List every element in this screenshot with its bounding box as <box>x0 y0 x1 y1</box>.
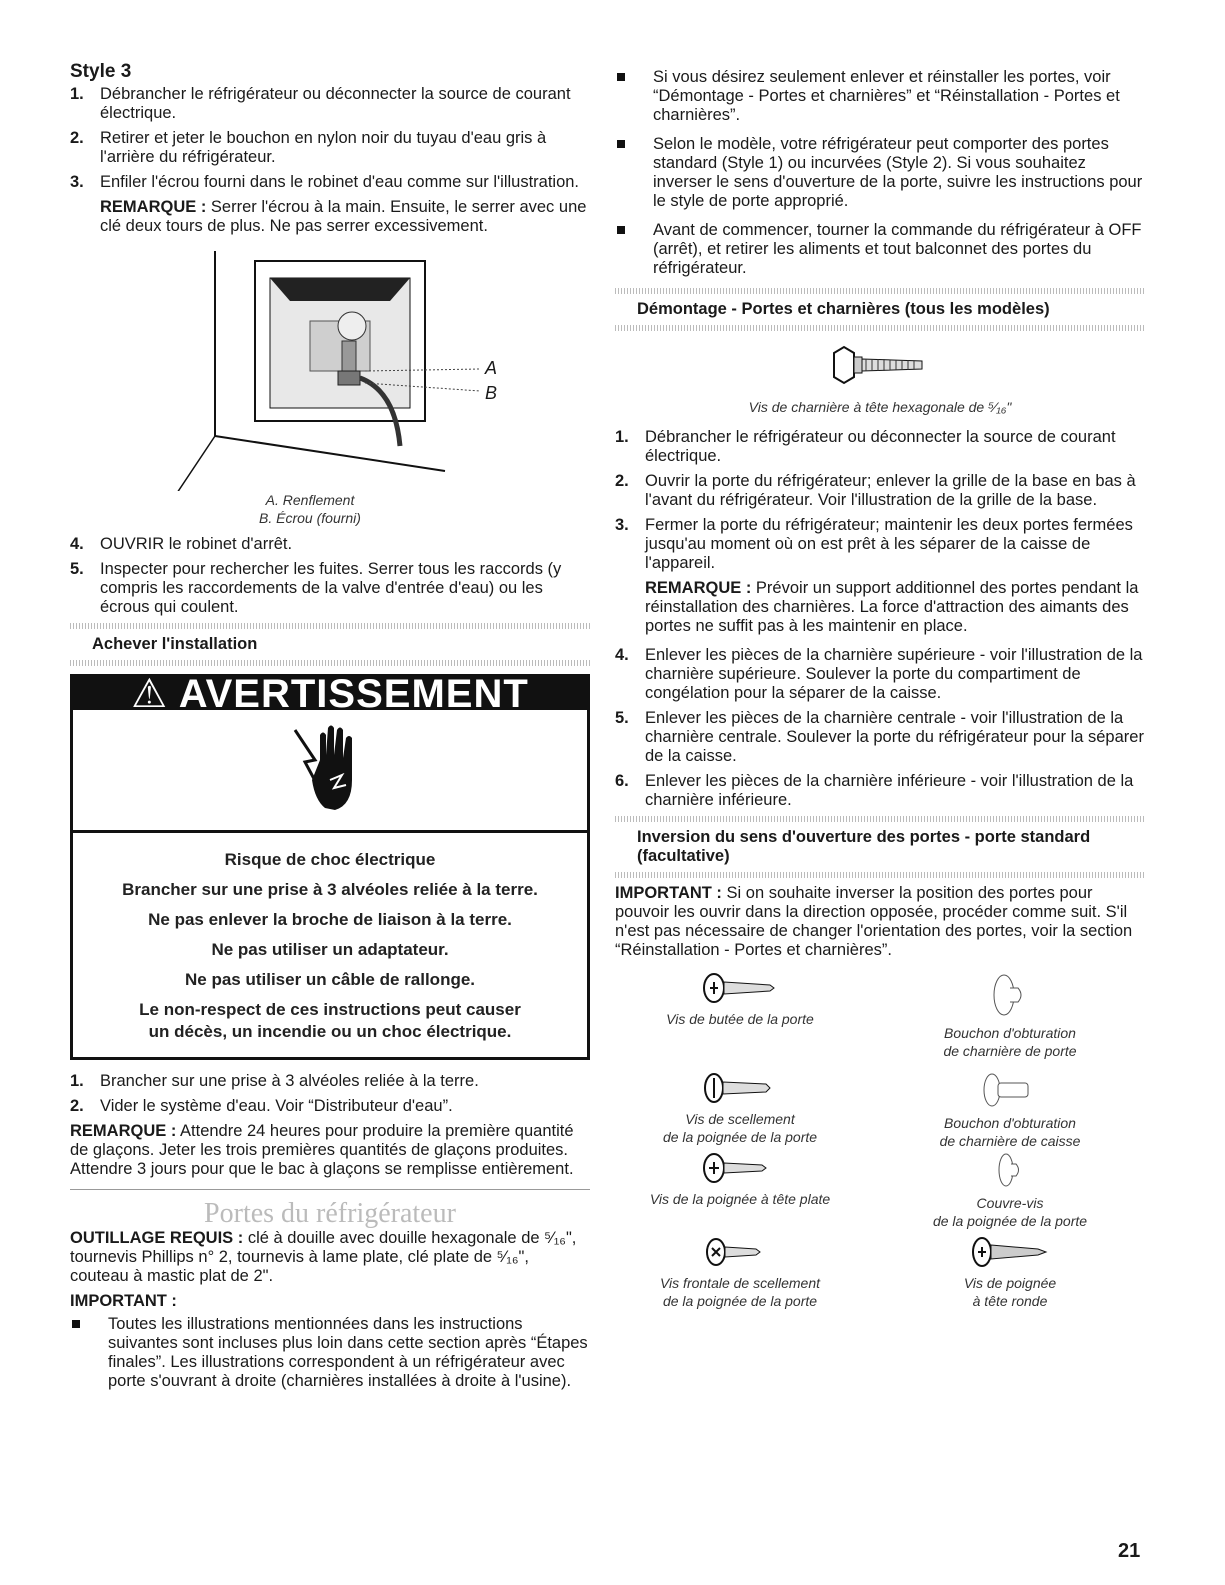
divider <box>615 816 1145 822</box>
list-item: 2. Vider le système d'eau. Voir “Distributeur d'eau”. <box>70 1097 453 1115</box>
figure-caption-b: B. Écrou (fourni) <box>259 510 361 526</box>
list-item: 6. Enlever les pièces de la charnière inférieure - voir l'illustration de la charnière inférieure. <box>615 772 1134 809</box>
important-paragraph: IMPORTANT : Si on souhaite inverser la position des portes pour pouvoir les ouvrir dans la direction opposée, procéder comme suit. S'il n'est pas nécessaire de changer l'orientation des portes, voir la section “Réinstallation - Portes et charnières”. <box>615 884 1133 959</box>
list-item: 1. Brancher sur une prise à 3 alvéoles reliée à la terre. <box>70 1072 479 1090</box>
remark-support: REMARQUE : Prévoir un support additionnel des portes pendant la réinstallation des charnières. La force d'attraction des aimants des portes ne suffit pas à les maintenir en place. <box>645 579 1139 635</box>
style-heading: Style 3 <box>70 61 132 82</box>
warning-box <box>70 674 590 1060</box>
list-item: 5. Inspecter pour rechercher les fuites. Serrer tous les raccords (y compris les raccordements de la valve d'entrée d'eau) ou les écrous qui coulent. <box>70 560 562 616</box>
warning-header: ⚠ AVERTISSEMENT <box>73 677 587 710</box>
screw-parts-grid <box>615 970 1145 1330</box>
round-head-handle-screw: Vis de poignée à tête ronde <box>885 1234 1135 1310</box>
handle-sealing-screw: Vis de scellement de la poignée de la porte <box>615 1070 865 1146</box>
hex-hinge-screw-icon <box>830 345 930 385</box>
list-item: 4. OUVRIR le robinet d'arrêt. <box>70 535 293 553</box>
handle-sealing-screw-icon <box>690 1070 790 1106</box>
remark-ice: REMARQUE : Attendre 24 heures pour produire la première quantité de glaçons. Jeter les trois premières quantités de glaçons produites. Attendre 3 jours pour que le bac à glaçons se remplisse entièrement. <box>70 1122 574 1178</box>
water-valve-illustration <box>160 246 520 491</box>
steps-list-b <box>70 535 590 617</box>
divider <box>615 325 1145 331</box>
divider <box>615 872 1145 878</box>
divider <box>70 623 590 629</box>
important-label: IMPORTANT : <box>70 1292 177 1310</box>
figure-label-b: B <box>485 383 498 403</box>
subhead-reverse-doors: Inversion du sens d'ouverture des portes - porte standard (facultative) <box>637 828 1091 865</box>
front-handle-sealing-screw: Vis frontale de scellement de la poignée de la porte <box>615 1234 865 1310</box>
list-item: Toutes les illustrations mentionnées dans les instructions suivantes sont incluses plus loin dans cette section après “Étapes finales”. Les illustrations correspondent à un réfrigérateur avec porte s'ouvrant à droite (charnières installées à droite à l'usine). <box>70 1315 590 1391</box>
section-title: Portes du réfrigérateur <box>204 1198 456 1229</box>
list-item: 2. Retirer et jeter le bouchon en nylon noir du tuyau d'eau gris à l'arrière du réfrigérateur. <box>70 129 547 166</box>
steps-list-a <box>70 85 590 192</box>
list-item: 3. Fermer la porte du réfrigérateur; maintenir les deux portes fermées jusqu'au moment où on est prêt à les séparer de la caisse de l'appareil. <box>615 516 1133 572</box>
intro-bullets <box>615 68 1145 278</box>
door-stop-screw-icon <box>690 970 790 1006</box>
page-number: 21 <box>1118 1540 1141 1562</box>
list-item: 4. Enlever les pièces de la charnière supérieure - voir l'illustration de la charnière supérieure. Soulever la porte du compartiment de congélation pour la séparer de la caisse. <box>615 646 1143 702</box>
figure-label-a: A <box>485 358 498 378</box>
list-item: 5. Enlever les pièces de la charnière centrale - voir l'illustration de la charnière centrale. Soulever la porte du réfrigérateur pour la séparer de la caisse. <box>615 709 1144 765</box>
left-column <box>70 62 590 1401</box>
removal-steps <box>615 428 1145 573</box>
figure-caption-a: A. Renflement <box>265 492 355 508</box>
divider <box>615 288 1145 294</box>
divider <box>70 660 590 666</box>
subhead-removal: Démontage - Portes et charnières (tous les modèles) <box>637 300 1050 318</box>
hinge-plug-icon <box>980 970 1040 1020</box>
list-item: 3. Enfiler l'écrou fourni dans le robinet d'eau comme sur l'illustration. <box>70 173 580 191</box>
hinge-screw-figure <box>615 345 1145 416</box>
door-stop-screw: Vis de butée de la porte <box>615 970 865 1028</box>
tools-required: OUTILLAGE REQUIS : clé à douille avec douille hexagonale de ⁵⁄₁₆", tournevis Phillips n° 2, tournevis à lame plate, clé plate de ⁵⁄₁₆", couteau à mastic plat de 2". <box>70 1229 577 1285</box>
list-item: Selon le modèle, votre réfrigérateur peut comporter des portes standard (Style 1) ou incurvées (Style 2). Si vous souhaitez inverser le sens d'ouverture de la porte, suivre les instructions pour le style de porte approprié. <box>615 135 1145 211</box>
valve-figure <box>160 246 590 491</box>
list-item: 1. Débrancher le réfrigérateur ou déconnecter la source de courant électrique. <box>70 85 571 122</box>
list-item: 2. Ouvrir la porte du réfrigérateur; enlever la grille de la base en bas à l'avant du réfrigérateur. Voir l'illustration de la grille de la base. <box>615 472 1136 509</box>
cabinet-plug-icon <box>970 1070 1050 1110</box>
list-item: Avant de commencer, tourner la commande du réfrigérateur à OFF (arrêt), et retirer les aliments et tout balconnet des portes du réfrigérateur. <box>615 221 1145 278</box>
handle-screw-cover: Couvre-vis de la poignée de la porte <box>885 1150 1135 1230</box>
front-sealing-screw-icon <box>690 1234 790 1270</box>
flat-head-handle-screw: Vis de la poignée à tête plate <box>615 1150 865 1208</box>
removal-steps-b <box>615 646 1145 810</box>
remark-note: REMARQUE : Serrer l'écrou à la main. Ensuite, le serrer avec une clé deux tours de plus. Ne pas serrer excessivement. <box>100 198 587 235</box>
cabinet-hinge-hole-plug: Bouchon d'obturation de charnière de caisse <box>885 1070 1135 1150</box>
steps-list-c <box>70 1072 590 1116</box>
electric-shock-hand-icon <box>73 710 587 833</box>
warning-triangle-icon: ⚠ <box>131 672 169 716</box>
subhead-finish-installation: Achever l'installation <box>92 635 258 653</box>
important-bullets <box>70 1315 590 1391</box>
warning-text: Risque de choc électrique Brancher sur une prise à 3 alvéoles reliée à la terre. Ne pas enlever la broche de liaison à la terre. Ne pas utiliser un adaptateur. Ne pas utiliser un câble de rallonge. Le non-respect de ces instructions peut causer un décès, un incendie ou un choc électrique. <box>122 850 538 1041</box>
round-head-screw-icon <box>960 1234 1060 1270</box>
list-item: Si vous désirez seulement enlever et réinstaller les portes, voir “Démontage - Portes et charnières” et “Réinstallation - Portes et charnières”. <box>615 68 1145 125</box>
flat-head-screw-icon <box>690 1150 790 1186</box>
hinge-screw-caption: Vis de charnière à tête hexagonale de ⁵⁄₁₆" <box>748 399 1012 415</box>
right-column <box>615 68 1145 1330</box>
section-rule <box>70 1189 590 1190</box>
screw-cover-icon <box>980 1150 1040 1190</box>
door-hinge-hole-plug: Bouchon d'obturation de charnière de porte <box>885 970 1135 1060</box>
list-item: 1. Débrancher le réfrigérateur ou déconnecter la source de courant électrique. <box>615 428 1116 465</box>
